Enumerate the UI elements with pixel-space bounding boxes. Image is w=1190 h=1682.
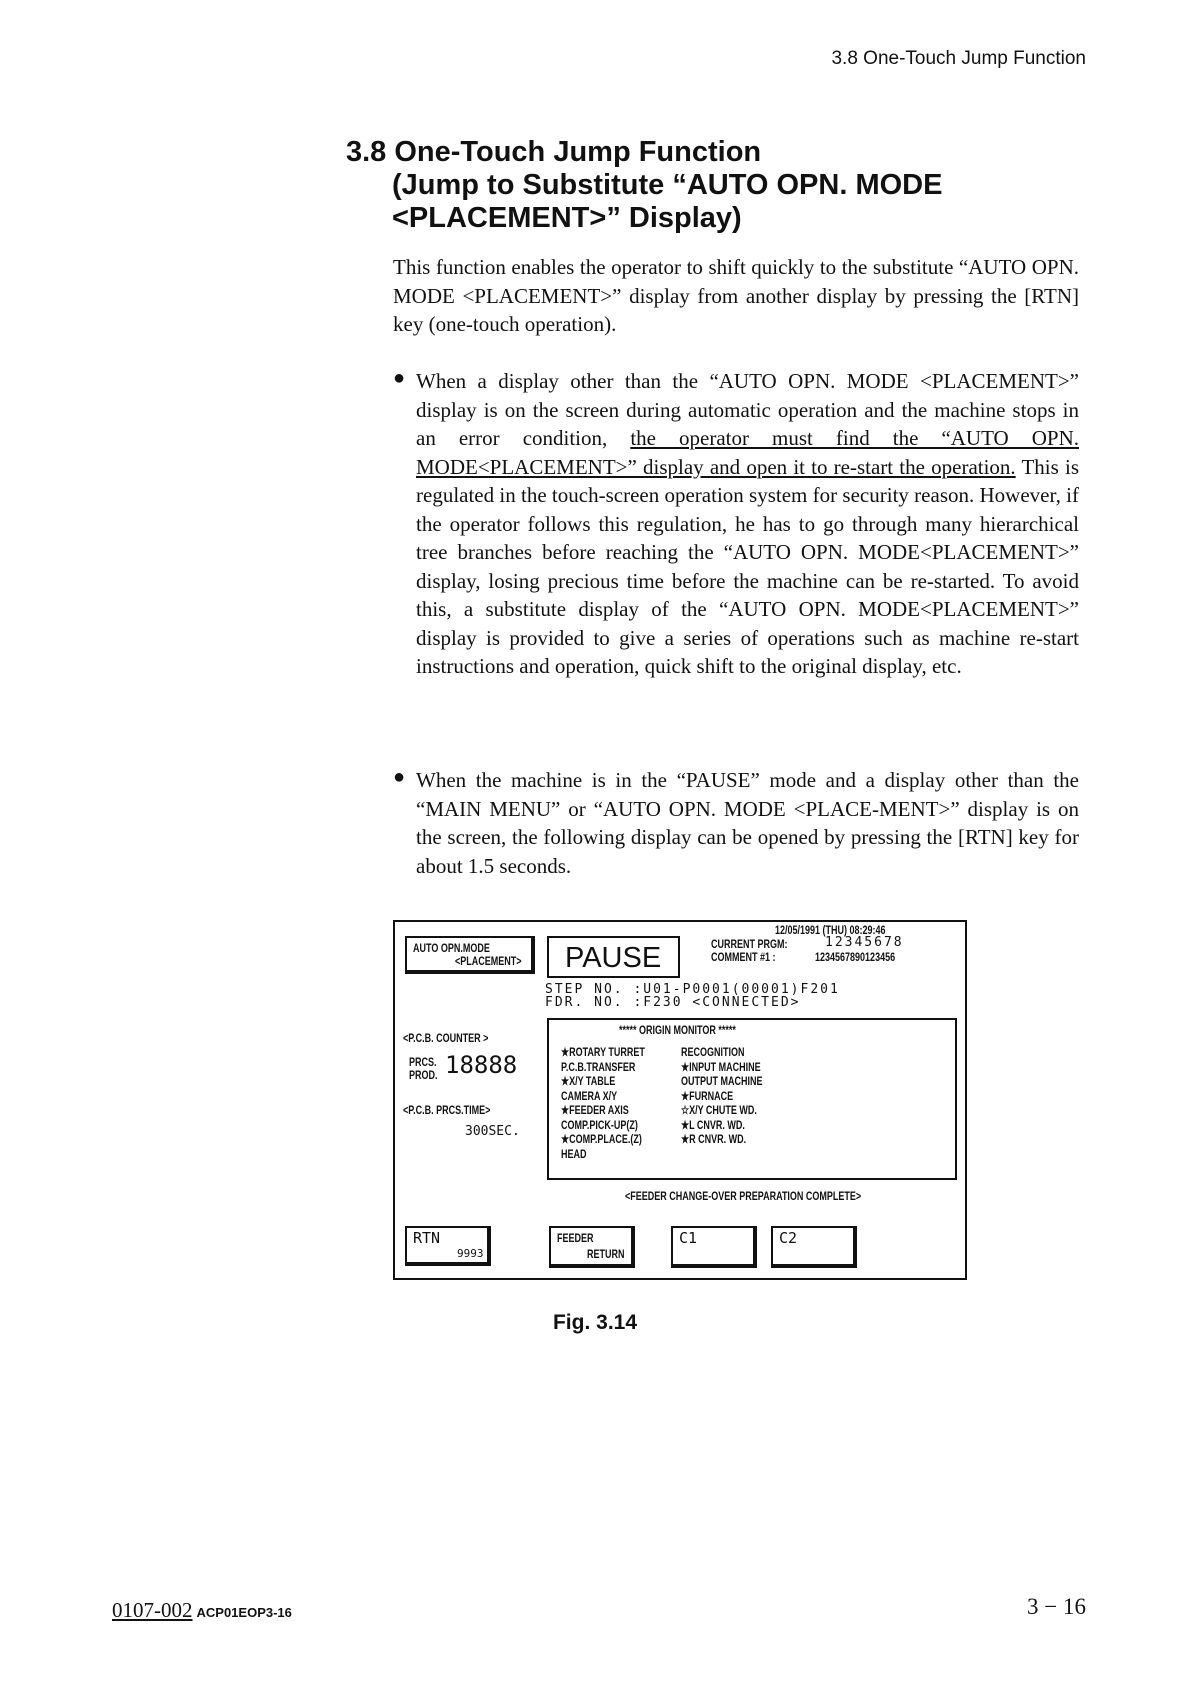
bullet-item-2 [393,766,1079,880]
c2-label: C2 [779,1229,798,1247]
section-title-line2: (Jump to Substitute “AUTO OPN. MODE [392,169,943,201]
monitor-item: ☆X/Y CHUTE WD. [681,1103,757,1117]
monitor-item: OUTPUT MACHINE [681,1074,763,1088]
bullet-2-text: When the machine is in the “PAUSE” mode and a display other than the “MAIN MENU” or “AUTO OPN. MODE <PLACE-MENT>” display is on the screen, the following display can be opened by pressing the [RTN] key for about 1.5 seconds. [416,768,1079,878]
auto-opn-mode-button[interactable] [405,936,535,974]
monitor-item: ★COMP.PLACE.(Z) [561,1132,642,1146]
monitor-item: ★FEEDER AXIS [561,1103,629,1117]
monitor-item: ★ROTARY TURRET [561,1045,645,1059]
current-prgm-value: 12345678 [825,935,904,950]
prod-label: PROD. [409,1068,438,1082]
page-number: 3 − 16 [1027,1594,1086,1619]
c1-button[interactable] [671,1226,757,1268]
origin-monitor-panel [547,1018,957,1180]
monitor-item: P.C.B.TRANSFER [561,1059,636,1074]
mode-button-line2: <PLACEMENT> [455,954,522,968]
bullet-dot-icon: ● [393,367,406,389]
pcb-prcs-time-label: <P.C.B. PRCS.TIME> [403,1103,491,1117]
pcb-prcs-time-value: 300SEC. [465,1124,520,1139]
counter-value: 18888 [445,1051,518,1079]
mode-button-line1: AUTO OPN.MODE [413,941,490,955]
prcs-label: PRCS. [409,1055,437,1069]
monitor-item: HEAD [561,1146,587,1161]
feeder-return-line1: FEEDER [557,1231,594,1245]
monitor-item: ★FURNACE [681,1088,734,1103]
rtn-button[interactable] [405,1226,491,1266]
c1-label: C1 [679,1229,698,1247]
datetime-readout: 12/05/1991 (THU) 08:29:46 [775,923,886,937]
bullet-1-underlined: the operator must find the “AUTO OPN. MODE<PLACEMENT>” display and open it to re-start the operation. [416,426,1079,479]
monitor-item: ★R CNVR. WD. [681,1132,747,1146]
rtn-code: 9993 [457,1247,484,1260]
pcb-counter-label: <P.C.B. COUNTER > [403,1031,489,1045]
intro-paragraph: This function enables the operator to shift quickly to the substitute “AUTO OPN. MODE <PLACEMENT>” display from another display by pressing the [RTN] key (one-touch operation). [393,255,1079,336]
footer-doc-number: 0107-002 [112,1598,193,1622]
section-title-line1: 3.8 One-Touch Jump Function [346,136,762,168]
fdr-line: FDR. NO. :F230 <CONNECTED> [545,995,801,1010]
monitor-item: CAMERA X/Y [561,1088,618,1103]
feeder-return-button[interactable] [549,1226,635,1268]
footer-doc-id [112,1598,292,1623]
feeder-return-line2: RETURN [587,1247,625,1261]
running-header: 3.8 One-Touch Jump Function [831,48,1086,69]
c2-button[interactable] [771,1226,857,1268]
monitor-item: ★L CNVR. WD. [681,1117,745,1132]
monitor-item: COMP.PICK-UP(Z) [561,1117,638,1132]
current-prgm-label: CURRENT PRGM: [711,937,788,951]
pause-status-text: PAUSE [565,942,662,974]
monitor-item: ★X/Y TABLE [561,1074,616,1088]
pause-status-box [547,936,680,978]
comment-label: COMMENT #1 : [711,950,776,964]
origin-monitor-title: ***** ORIGIN MONITOR ***** [619,1023,736,1037]
bullet-1-text [416,367,1079,681]
section-title [346,136,942,235]
bullet-1-before: When a display other than the “AUTO OPN. MODE <PLACEMENT>” display is on the screen during automatic operation and the machine stops in an error condition, [416,369,1079,450]
rtn-label: RTN [413,1229,441,1247]
status-message: <FEEDER CHANGE-OVER PREPARATION COMPLETE> [625,1189,862,1203]
monitor-item: ★INPUT MACHINE [681,1059,761,1074]
comment-value: 1234567890123456 [815,950,896,964]
footer-doc-code: ACP01EOP3-16 [196,1605,292,1620]
section-title-line3: <PLACEMENT>” Display) [392,202,742,234]
monitor-item: RECOGNITION [681,1045,745,1059]
bullet-dot-icon: ● [393,766,406,788]
figure-caption: Fig. 3.14 [552,1311,638,1334]
step-line: STEP NO. :U01-P0001(00001)F201 [545,982,840,997]
bullet-item-1 [393,367,1079,681]
screen-figure [393,920,967,1280]
bullet-1-after: This is regulated in the touch-screen operation system for security reason. However, if the operator follows this regulation, he has to go through many hierarchical tree branches before reaching the “AUTO OPN. MODE<PLACEMENT>” display, losing precious time before the machine can be re-started. To avoid this, a substitute display of the “AUTO OPN. MODE<PLACEMENT>” display is provided to give a series of operations such as machine re-start instructions and operation, quick shift to the original display, etc. [416,454,1079,678]
